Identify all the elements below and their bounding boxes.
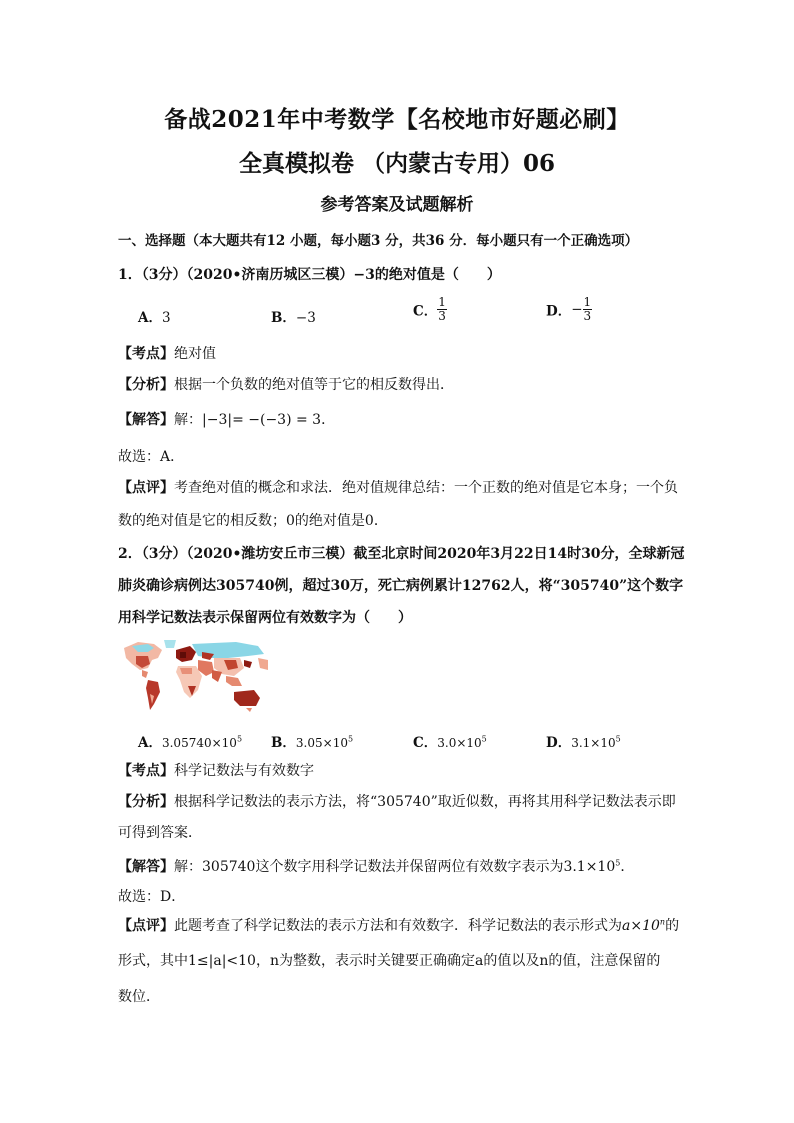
q2-option-a: [138, 731, 242, 751]
q1-dianping-text-1: 考查绝对值的概念和求法．绝对值规律总结：一个正数的绝对值是它本身；一个负: [174, 480, 678, 496]
q1-option-d-numerator: 1: [583, 295, 592, 309]
q2-option-c-exponent: 5: [481, 734, 487, 744]
q1-stem: 1．（3分）（2020•济南历城区三模）−3的绝对值是（ ）: [118, 267, 501, 283]
q2-dianping-text-1-end: 的: [665, 918, 680, 934]
q2-fenxi-line-2: 可得到答案．: [118, 825, 202, 841]
q2-option-d-exponent: 5: [615, 734, 621, 744]
q2-stem-line-1: 2．（3分）（2020•潍坊安丘市三模）截至北京时间2020年3月22日14时30分，全球新冠: [118, 546, 685, 562]
q2-option-c-value: 3.0×10: [437, 736, 482, 750]
q2-option-a-exponent: 5: [236, 734, 243, 744]
q1-option-a-label: A．: [138, 310, 162, 326]
q2-stem-line-3: 用科学记数法表示保留两位有效数字为（ ）: [118, 610, 412, 626]
q1-option-a-value: 3: [161, 310, 171, 326]
q1-option-c-denominator: 3: [438, 309, 446, 323]
q2-jieda-text: 解：305740这个数字用科学记数法并保留两位有效数字表示为3.1×10: [174, 859, 616, 875]
q2-option-d-value: 3.1×10: [571, 736, 616, 750]
q1-option-b: [271, 306, 316, 326]
title-line-1: 备战2021年中考数学【名校地市好题必刷】: [164, 106, 630, 133]
q1-fenxi-text: 根据一个负数的绝对值等于它的相反数得出．: [174, 377, 454, 393]
q1-kaodian-tag: 【考点】: [118, 346, 174, 362]
q2-kaodian-text: 科学记数法与有效数字: [174, 763, 314, 779]
title-line-2: 全真模拟卷 （内蒙古专用）06: [238, 150, 555, 177]
q1-jieda-tag: 【解答】: [118, 412, 174, 428]
q2-option-a-value: 3.05740×10: [161, 736, 237, 750]
q2-answer: 故选：D．: [118, 889, 186, 905]
q2-fenxi-text-1: 根据科学记数法的表示方法，将“305740”取近似数，再将其用科学记数法表示即: [174, 794, 676, 810]
q1-option-d-fraction: [583, 296, 593, 323]
q2-kaodian-tag: 【考点】: [118, 763, 174, 779]
q2-option-d: [546, 731, 621, 751]
q1-answer: 故选：A．: [118, 449, 185, 465]
q1-kaodian-text: 绝对值: [174, 346, 216, 362]
q2-jieda: [118, 856, 634, 876]
section-heading: 一、选择题（本大题共有12 小题，每小题3 分，共36 分．每小题只有一个正确选项）: [118, 233, 639, 249]
q1-dianping-tag: 【点评】: [118, 480, 174, 496]
q1-option-d: [546, 296, 592, 323]
q1-option-c-fraction: [437, 296, 447, 323]
q2-option-b-value: 3.05×10: [295, 736, 348, 750]
q1-option-b-value: −3: [295, 310, 316, 326]
q2-jieda-end: ．: [620, 859, 635, 875]
q2-dianping-expr: a×10: [622, 918, 660, 934]
q2-dianping: [118, 915, 679, 935]
q1-option-d-sign: −: [571, 301, 583, 318]
q2-kaodian: [118, 760, 314, 780]
q2-option-a-label: A．: [138, 735, 162, 751]
q2-option-c: [413, 731, 487, 751]
q1-option-d-denominator: 3: [583, 309, 592, 323]
q1-option-b-label: B．: [271, 310, 296, 326]
q1-option-c-numerator: 1: [438, 295, 446, 309]
q2-dianping-line-2: 形式，其中1≤|a|<10，n为整数，表示时关键要正确确定a的值以及n的值，注意保留的: [118, 953, 661, 969]
q1-kaodian: [118, 343, 216, 363]
q2-option-b: [271, 731, 353, 751]
q2-fenxi: [118, 791, 676, 811]
q1-jieda-text: 解：|−3|= −(−3) = 3．: [174, 412, 336, 428]
q2-dianping-text-1: 此题考查了科学记数法的表示方法和有效数字．科学记数法的表示形式为: [174, 918, 622, 934]
q1-dianping-line-2: 数的绝对值是它的相反数；0的绝对值是0．: [118, 513, 388, 529]
q2-dianping-line-3: 数位．: [118, 989, 160, 1005]
q2-dianping-expr-exponent: n: [659, 917, 666, 927]
q2-option-b-exponent: 5: [347, 734, 354, 744]
q1-jieda: [118, 409, 335, 429]
q1-dianping: [118, 477, 678, 497]
q2-dianping-tag: 【点评】: [118, 918, 174, 934]
q2-stem-line-2: 肺炎确诊病例达305740例，超过30万，死亡病例累计12762人，将“305740”这个数字: [118, 578, 684, 594]
q2-jieda-exponent: 5: [615, 858, 621, 868]
q1-option-d-label: D．: [546, 303, 572, 320]
q2-option-c-label: C．: [413, 735, 438, 751]
q1-fenxi: [118, 374, 454, 394]
q1-option-a: [138, 306, 171, 326]
q2-option-b-label: B．: [271, 735, 296, 751]
q1-option-c-label: C．: [413, 303, 438, 320]
q2-option-d-label: D．: [546, 735, 572, 751]
q1-option-c: [413, 296, 447, 323]
q2-fenxi-tag: 【分析】: [118, 794, 174, 810]
q1-fenxi-tag: 【分析】: [118, 377, 174, 393]
subtitle: 参考答案及试题解析: [320, 195, 474, 215]
q2-jieda-tag: 【解答】: [118, 859, 174, 875]
world-map-figure: [118, 638, 270, 716]
